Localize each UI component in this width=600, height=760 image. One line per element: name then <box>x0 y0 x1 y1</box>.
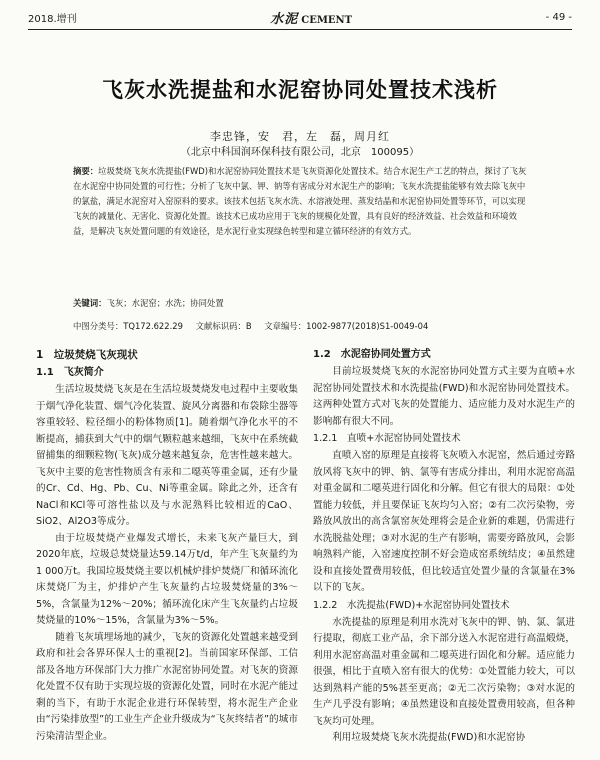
classification-line <box>73 320 527 332</box>
subsection-heading: 1.1 飞灰简介 <box>36 367 104 378</box>
paragraph: 随着飞灰填埋场地的减少，飞灰的资源化处置越来越受到政府和社会各界环保人士的重视[2]。当前国家环保部、工信部及各地方环保部门大力推广水泥窑协同处置。对飞灰的资源化处置不仅有助于实现垃圾的资源化处置，同时在水泥产能过剩的当下，有助于水泥企业进行环保转型，将水泥生产企业由“污染排放型”的工业生产企业升级成为“飞灰终结者”的城市污染清洁型企业。 <box>36 631 298 742</box>
article-id: 文章编号：1002-9877(2018)S1-0049-04 <box>264 321 429 331</box>
abstract <box>73 164 527 239</box>
clc-number: 中图分类号：TQ172.622.29 <box>73 321 183 331</box>
subsubsection-heading: 1.2.2 水洗提盐(FWD)+水泥窑协同处置技术 <box>313 599 510 611</box>
subsubsection-heading: 1.2.1 直喷+水泥窑协同处置技术 <box>313 433 461 444</box>
paragraph: 利用垃圾焚烧飞灰水洗提盐(FWD)和水泥窑协 <box>332 732 526 743</box>
paragraph: 生活垃圾焚烧飞灰是在生活垃圾焚烧发电过程中主要收集于烟气净化装置、烟气冷化装置、旋风分离器和布袋除尘器等容重较轻、粒径细小的粉体物质[1]。随着烟气净化水平的不断提高，捕获到大气中的烟气颗粒越来越细，飞灰中在系统截留捕集的细颗粒物(飞灰)成分越来越复杂，危害性越来越大。飞灰中主要的危害性物质含有汞和二噁英等重金属，还有少量的Cr、Cd、Hg、Pb、Cu、Ni等重金属。除此之外，还含有NaCl和KCl等可溶性盐以及与水泥熟料比较相近的CaO、SiO2、Al2O3等成分。 <box>36 384 298 527</box>
keywords <box>73 296 527 310</box>
keywords-text: 飞灰；水泥窑；水洗；协同处置 <box>106 298 224 308</box>
issue-label: 2018.增刊 <box>28 13 77 25</box>
page-header <box>28 8 572 26</box>
section-heading: 1 垃圾焚烧飞灰现状 <box>36 349 138 361</box>
abstract-text: 垃圾焚烧飞灰水洗提盐(FWD)和水泥窑协同处置技术是飞灰资源化处置技术。结合水泥生产工艺的特点，探讨了飞灰在水泥窑中协同处置的可行性；分析了飞灰中氯、钾、钠等有害成分对水泥生产的影响；飞灰水洗提盐能够有效去除飞灰中的氯盐，满足水泥窑对入窑原料的要求。该技术包括飞灰水洗、水溶液处理、蒸发结晶和水泥窑协同处置等环节，可以实现飞灰的减量化、无害化、资源化处置。该技术已成功应用于飞灰的规模化处置，具有良好的经济效益、社会效益和环境效益，是解决飞灰处置问题的有效途径，是水泥行业实现绿色转型和建立循环经济的有效方式。 <box>73 166 527 236</box>
paragraph: 由于垃圾焚烧产业爆发式增长，未来飞灰产量巨大，到2020年底，垃圾总焚烧量达59.14万t/d，年产生飞灰量约为1 000万t。我国垃圾焚烧主要以机械炉排炉焚烧厂和循环流化床焚烧厂为主，炉排炉产生飞灰量约占垃圾焚烧量的3%～5%，含氯量为12%～20%；循环流化床产生飞灰量约占垃圾焚烧量的10%～15%，含氯量为3%～5%。 <box>36 532 298 626</box>
affiliation: （北京中科国润环保科技有限公司，北京 100095） <box>180 147 420 158</box>
keywords-label: 关键词： <box>73 298 107 308</box>
paragraph: 水洗提盐的原理是利用水洗对飞灰中的钾、钠、氯、氯进行提取，彻底工业产品，余下部分送入水泥窑进行高温煅烧，利用水泥窑高温对重金属和二噁英进行固化和分解。适应能力很强，相比于直喷入窑有很大的优势：①处置能力较大，可以达到熟料产能的5%甚至更高；②无二次污染物；③对水泥的生产几乎没有影响；④虽然建设和直接处置费用较高，但各种飞灰均可处理。 <box>313 616 575 727</box>
document-code: 文献标识码：B <box>195 321 252 331</box>
journal-logo <box>270 8 352 27</box>
header-rule <box>28 29 572 30</box>
journal-name-en: CEMENT <box>301 14 353 26</box>
author-list: 李忠锋，安 君，左 磊，周月红 <box>210 130 390 143</box>
left-column <box>36 346 298 745</box>
page-number: - 49 - <box>545 11 572 23</box>
subsection-heading: 1.2 水泥窑协同处置方式 <box>313 349 431 360</box>
paragraph: 直喷入窑的原理是直接将飞灰喷入水泥窑，然后通过旁路放风将飞灰中的钾、钠、氯等有害成分排出，利用水泥窑高温对重金属和二噁英进行固化和分解。但它有很大的局限：①处置能力较低，并且要保证飞灰均匀入窑；②有二次污染物，旁路放风放出的高含氯窑灰处理将会是企业新的难题，仍需进行水洗脱盐处理；③对水泥的生产有影响，需要旁路放风，会影响熟料产能，入窑速度控制不好会造成窑系统结皮；④虽然建设和直接处置费用较低，但比较适宜处置少量的含氯量在3%以下的飞灰。 <box>313 450 575 593</box>
article-title: 飞灰水洗提盐和水泥窑协同处置技术浅析 <box>102 78 498 102</box>
right-column <box>313 346 575 747</box>
paragraph: 目前垃圾焚烧飞灰的水泥窑协同处置方式主要为直喷+水泥窑协同处置技术和水洗提盐(FWD)和水泥窑协同处置技术。这两种处置方式对飞灰的处置能力、适应能力及对水泥生产的影响都有很大不同。 <box>313 366 575 427</box>
journal-name-cn: 水泥 <box>270 11 299 27</box>
abstract-label: 摘要： <box>73 166 99 176</box>
